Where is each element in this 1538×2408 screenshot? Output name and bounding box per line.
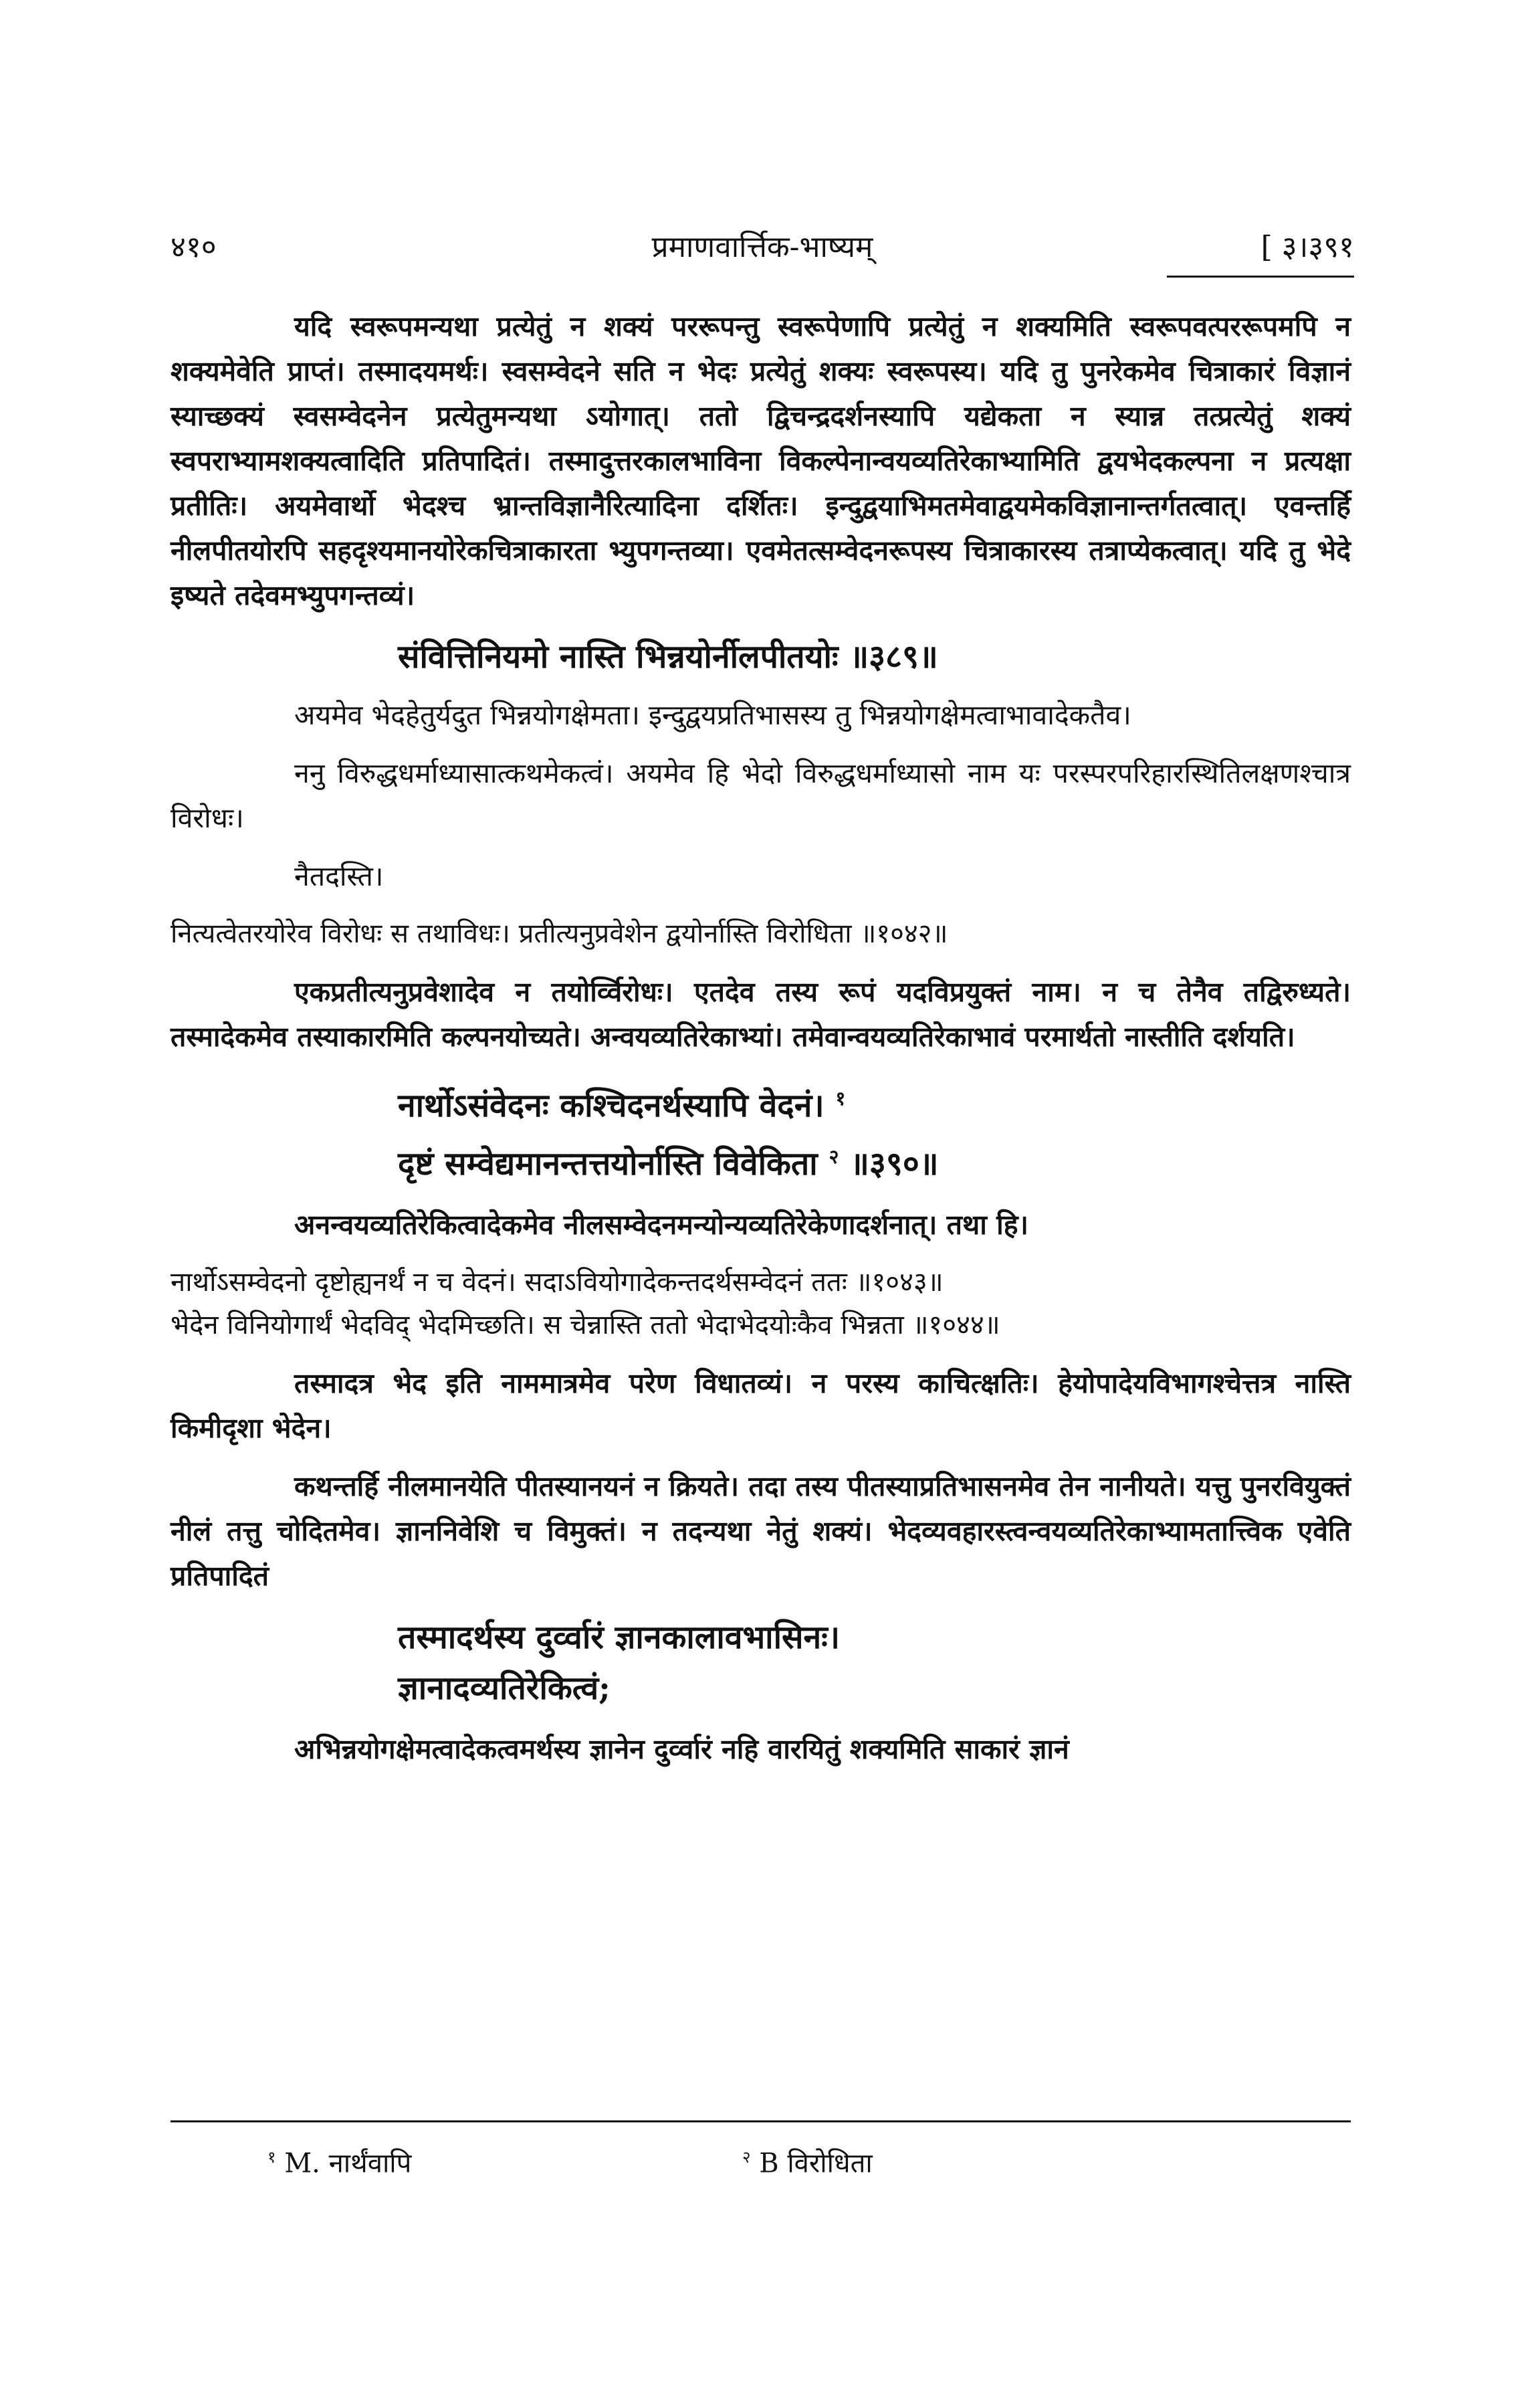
- verse-text: दृष्टं सम्वेद्यमानन्तत्तयोर्नास्ति विवेकिता: [398, 1145, 818, 1183]
- paragraph: तस्मादत्र भेद इति नाममात्रमेव परेण विधातव्यं। न परस्य काचित्क्षतिः। हेयोपादेयविभागश्चेत्तत्र नास्ति किमीदृशा भेदेन।: [171, 1367, 1351, 1444]
- paragraph: यदि स्वरूपमन्यथा प्रत्येतुं न शक्यं पररूपन्तु स्वरूपेणापि प्रत्येतुं न शक्यमिति स्वरूपवत्पररूपमपि न शक्यमेवेति प्राप्तं। तस्मादयमर्थः। स्वसम्वेदने सति न भेदः प्रत्येतुं शक्यः स्वरूपस्य। यदि तु पुनरेकमेव चित्राकारं विज्ञानं स्याच्छक्यं स्वसम्वेदनेन प्रत्येतुमन्यथा ऽयोगात्। ततो द्विचन्द्रदर्शनस्यापि यद्येकता न स्यान्न तत्प्रत्येतुं शक्यं स्वपराभ्यामशक्यत्वादिति प्रतिपादितं। तस्मादुत्तरकालभाविना विकल्पेनान्वयव्यतिरेकाभ्यामिति द्वयभेदकल्पना न प्रत्यक्षा प्रतीतिः। अयमेवार्थो भेदश्च भ्रान्तविज्ञानैरित्यादिना दर्शितः। इन्दुद्वयाभिमतमेवाद्वयमेकविज्ञानान्तर्गतत्वात्। एवन्तर्हि नीलपीतयोरपि सहदृश्यमानयोरेकचित्राकारता भ्युपगन्तव्या। एवमेतत्सम्वेदनरूपस्य चित्राकारस्य तत्राप्येकत्वात्। यदि तु भेदे इष्यते तदेवमभ्युपगन्तव्यं।: [171, 310, 1351, 611]
- karika-1042: [171, 912, 1351, 955]
- paragraph: अयमेव भेदहेतुर्यदुत भिन्नयोगक्षेमता। इन्दुद्वयप्रतिभासस्य तु भिन्नयोगक्षेमत्वाभावादेकतैव।: [294, 699, 1131, 731]
- footnote: [742, 2137, 873, 2183]
- karika-line: नित्यत्वेतरयोरेव विरोधः स तथाविधः। प्रतीत्यनुप्रवेशेन द्वयोर्नास्ति विरोधिता ॥१०४२॥: [171, 918, 948, 949]
- verse-line: ज्ञानादव्यतिरेकित्वं;: [398, 1670, 611, 1707]
- verse-line: [398, 1131, 1351, 1189]
- footnote-mark: १: [267, 2148, 276, 2167]
- footnote: [267, 2137, 411, 2183]
- page-body: [171, 304, 1351, 1772]
- verse-line: तस्मादर्थस्य दुर्व्वारं ज्ञानकालावभासिनः।: [398, 1619, 841, 1656]
- verse-number: ॥३९०॥: [850, 1145, 939, 1183]
- paragraph: ननु विरुद्धधर्माध्यासात्कथमेकत्वं। अयमेव हि भेदो विरुद्धधर्माध्यासो नाम यः परस्परपरिहारस्थितिलक्षणश्चात्र विरोधः।: [171, 757, 1351, 834]
- footnote-text: M. नार्थंवापि: [284, 2148, 412, 2179]
- karika-line: नार्थोऽसम्वेदनो दृष्टोह्यनर्थं न च वेदनं। सदाऽवियोगादेकन्तदर्थसम्वेदनं ततः ॥१०४३॥: [171, 1267, 944, 1298]
- verse-389: संवित्तिनियमो नास्ति भिन्नयोर्नीलपीतयोः ॥३८९॥: [398, 638, 938, 676]
- page-number: ४१०: [171, 230, 217, 264]
- paragraph: एकप्रतीत्यनुप्रवेशादेव न तयोर्व्विरोधः। एतदेव तस्य रूपं यदविप्रयुक्तं नाम। न च तेनैव तद्विरुध्यते। तस्मादेकमेव तस्याकारमिति कल्पनयोच्यते। अन्वयव्यतिरेकाभ्यां। तमेवान्वयव्यतिरेकाभावं परमार्थतो नास्तीति दर्शयति।: [171, 976, 1351, 1053]
- footnote-marker: १: [835, 1087, 846, 1110]
- footnote-marker: २: [829, 1145, 839, 1168]
- verse-line: [398, 1073, 1351, 1131]
- running-header: [171, 224, 1354, 271]
- verse-391: [171, 1612, 1351, 1714]
- verse-text: नार्थोऽसंवेदनः कश्चिदनर्थस्यापि वेदनं।: [398, 1087, 825, 1124]
- verse-390: [171, 1073, 1351, 1189]
- paragraph: अनन्वयव्यतिरेकित्वादेकमेव नीलसम्वेदनमन्योन्यव्यतिरेकेणादर्शनात्। तथा हि।: [294, 1209, 1029, 1241]
- karika-1043-1044: [171, 1261, 1351, 1346]
- header-rule: [1167, 276, 1354, 278]
- karika-line: भेदेन विनियोगार्थं भेदविद् भेदमिच्छति। स चेन्नास्ति ततो भेदाभेदयोःकैव भिन्नता ॥१०४४॥: [171, 1310, 1000, 1340]
- paragraph: नैतदस्ति।: [294, 860, 384, 892]
- paragraph: कथन्तर्हि नीलमानयेति पीतस्यानयनं न क्रियते। तदा तस्य पीतस्याप्रतिभासनमेव तेन नानीयते। यत्तु पुनरवियुक्तं नीलं तत्तु चोदितमेव। ज्ञाननिवेशि च विमुक्तं। न तदन्यथा नेतुं शक्यं। भेदव्यवहारस्त्वन्वयव्यतिरेकाभ्यामतात्त्विक एवेति प्रतिपादितं: [171, 1470, 1351, 1592]
- book-title: प्रमाणवार्त्तिक-भाष्यम्: [651, 230, 873, 264]
- footnote-rule: [171, 2120, 1351, 2122]
- paragraph: अभिन्नयोगक्षेमत्वादेकत्वमर्थस्य ज्ञानेन दुर्व्वारं नहि वारयितुं शक्यमिति साकारं ज्ञानं: [294, 1733, 1069, 1765]
- section-reference: [ ३।३९१: [1260, 230, 1354, 264]
- footnote-text: B विरोधिता: [759, 2148, 873, 2179]
- footnote-mark: २: [742, 2148, 751, 2167]
